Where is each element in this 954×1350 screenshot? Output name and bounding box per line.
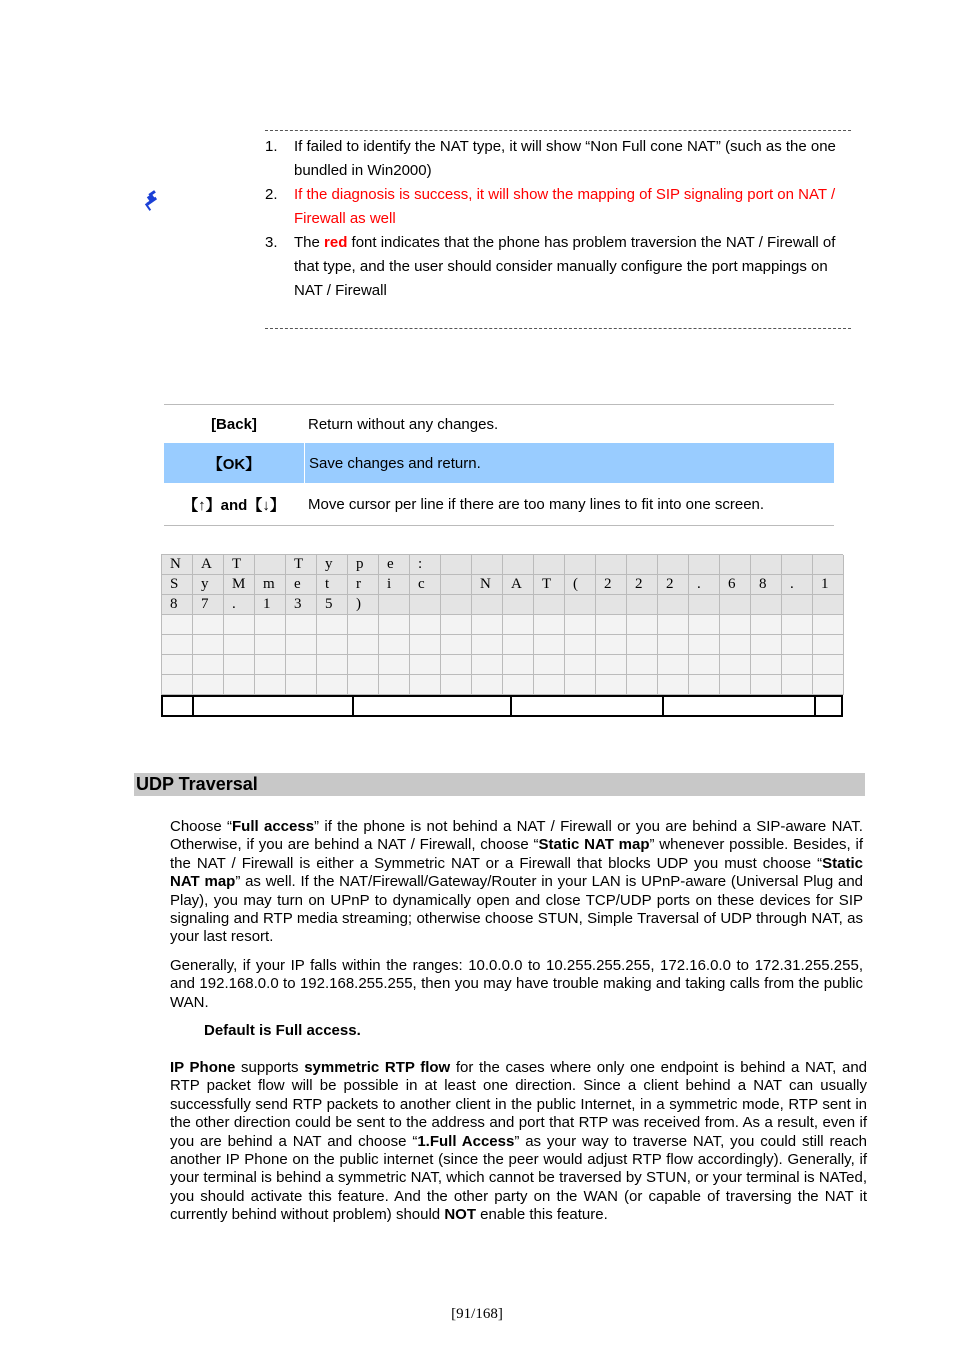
lcd-char-cell: 2 — [658, 575, 689, 595]
lcd-char-cell — [627, 655, 658, 675]
note-text-post: font indicates that the phone has problem traversion the NAT / Firewall of that type, and the user should consider manually configure the port mappings on NAT / Firewall — [294, 234, 836, 299]
lcd-char-cell — [720, 615, 751, 635]
lcd-char-cell — [596, 595, 627, 615]
text-run: ” whenever possible. Besides, if the NAT / Firewall is either a Symmetric NAT or a Firewall that blocks UDP you must choose “ — [170, 836, 863, 872]
paragraph-symmetric-rtp — [170, 1059, 867, 1225]
lcd-char-cell: t — [317, 575, 348, 595]
lcd-char-cell — [565, 555, 596, 575]
lcd-char-cell — [596, 635, 627, 655]
lcd-char-cell — [658, 595, 689, 615]
bold-term: Full access — [232, 818, 315, 835]
lcd-char-cell — [472, 595, 503, 615]
lcd-char-cell: 8 — [751, 575, 782, 595]
lcd-char-cell — [534, 635, 565, 655]
lcd-char-cell — [782, 655, 813, 675]
lcd-char-cell — [472, 675, 503, 695]
lcd-char-cell — [193, 615, 224, 635]
lcd-char-cell — [317, 615, 348, 635]
lcd-char-cell — [503, 655, 534, 675]
lcd-char-cell — [224, 655, 255, 675]
lcd-char-cell — [410, 615, 441, 635]
key-table — [164, 404, 834, 526]
lcd-char-cell — [813, 555, 844, 575]
lcd-char-cell: e — [286, 575, 317, 595]
lcd-char-cell — [441, 575, 472, 595]
lcd-char-cell: ) — [348, 595, 379, 615]
lcd-char-cell: 2 — [627, 575, 658, 595]
paragraph-ip-ranges: Generally, if your IP falls within the ranges: 10.0.0.0 to 10.255.255.255, 172.16.0.0 to 172.31.255.255, and 192.168.0.0 to 192.168.255.255, then you may have trouble making and taking calls from the public WAN. — [170, 957, 863, 1011]
lcd-char-cell — [627, 635, 658, 655]
lcd-char-cell — [472, 615, 503, 635]
lcd-char-cell — [441, 635, 472, 655]
lcd-char-cell — [813, 675, 844, 695]
lcd-char-cell — [441, 595, 472, 615]
lcd-char-cell: 5 — [317, 595, 348, 615]
lcd-char-cell: m — [255, 575, 286, 595]
lcd-char-cell — [627, 595, 658, 615]
lcd-char-cell — [503, 555, 534, 575]
lcd-char-cell — [410, 655, 441, 675]
default-value-note: Default is Full access. — [204, 1022, 361, 1039]
lcd-char-cell: : — [410, 555, 441, 575]
lcd-char-cell: y — [317, 555, 348, 575]
bold-term: Static NAT map — [170, 854, 863, 891]
pushpin-icon — [143, 190, 161, 212]
lcd-char-cell: . — [224, 595, 255, 615]
lcd-char-cell — [317, 635, 348, 655]
lcd-char-cell — [503, 615, 534, 635]
section-heading-bar — [134, 773, 865, 796]
lcd-char-cell: N — [472, 575, 503, 595]
note-list — [265, 135, 855, 303]
lcd-char-cell — [410, 595, 441, 615]
lcd-char-cell: T — [224, 555, 255, 575]
lcd-char-cell — [472, 655, 503, 675]
lcd-char-cell — [162, 655, 193, 675]
text-run: Choose “ — [170, 818, 233, 835]
page-number: [91/168] — [451, 1306, 503, 1322]
bold-term: symmetric RTP flow — [304, 1059, 451, 1076]
note-text-pre: The — [294, 234, 325, 251]
lcd-char-cell — [751, 655, 782, 675]
lcd-char-cell — [348, 615, 379, 635]
text-run: ” if the phone is not behind a NAT / Firewall or you are behind a SIP-aware NAT. Otherwise, if you are behind a NAT / Firewall, choose “ — [170, 818, 863, 854]
note-red-word: red — [324, 234, 348, 251]
lcd-char-cell — [658, 555, 689, 575]
lcd-char-cell: e — [379, 555, 410, 575]
lcd-char-cell — [751, 615, 782, 635]
lcd-char-cell — [534, 595, 565, 615]
lcd-char-cell: i — [379, 575, 410, 595]
note-number: 3. — [265, 234, 278, 251]
text-run: ” as your way to traverse NAT, you could still reach another IP Phone on the public internet (since the peer would adjust RTP flow accordingly). Generally, if your terminal is behind a symmetric NAT, which cannot be traversed by STUN, or your terminal is NATed, you should activate this feature. And the other party on the WAN (or capable of traversing the NAT it currently behind without problem) should — [170, 1132, 867, 1224]
lcd-char-cell: y — [193, 575, 224, 595]
key-row-arrows — [164, 483, 834, 525]
note-text: If the diagnosis is success, it will show the mapping of SIP signaling port on NAT / Firewall as well — [294, 186, 836, 227]
lcd-char-cell — [813, 595, 844, 615]
note-item — [265, 183, 855, 231]
lcd-char-cell — [162, 635, 193, 655]
lcd-char-cell — [689, 635, 720, 655]
lcd-char-cell — [255, 555, 286, 575]
lcd-softkey — [194, 697, 354, 715]
lcd-softkey — [512, 697, 664, 715]
lcd-char-cell — [720, 635, 751, 655]
note-text: If failed to identify the NAT type, it will show “Non Full cone NAT” (such as the one bundled in Win2000) — [294, 138, 836, 179]
text-run: enable this feature. — [476, 1206, 608, 1224]
lcd-char-cell — [286, 655, 317, 675]
lcd-char-cell — [255, 675, 286, 695]
lcd-char-cell — [565, 615, 596, 635]
lcd-char-cell — [317, 675, 348, 695]
lcd-char-cell — [658, 675, 689, 695]
lcd-char-cell — [224, 635, 255, 655]
lcd-char-cell — [565, 635, 596, 655]
lcd-grid — [161, 554, 843, 695]
lcd-char-cell — [286, 615, 317, 635]
key-label: 【↑】and【↓】 — [183, 496, 285, 514]
lcd-char-cell — [379, 615, 410, 635]
lcd-char-cell — [348, 675, 379, 695]
lcd-char-cell — [689, 675, 720, 695]
lcd-char-cell — [813, 655, 844, 675]
lcd-char-cell — [627, 555, 658, 575]
bold-term: IP Phone — [170, 1059, 236, 1076]
lcd-char-cell — [751, 635, 782, 655]
lcd-char-cell — [813, 615, 844, 635]
lcd-char-cell — [379, 675, 410, 695]
lcd-char-cell — [379, 595, 410, 615]
lcd-char-cell — [255, 635, 286, 655]
lcd-char-cell — [596, 655, 627, 675]
note-item — [265, 135, 855, 183]
lcd-char-cell — [410, 635, 441, 655]
lcd-char-cell — [286, 635, 317, 655]
lcd-char-cell — [162, 615, 193, 635]
lcd-char-cell — [565, 595, 596, 615]
lcd-char-cell — [441, 555, 472, 575]
lcd-char-cell — [193, 635, 224, 655]
lcd-char-cell — [534, 675, 565, 695]
lcd-char-cell — [379, 655, 410, 675]
lcd-char-cell — [503, 595, 534, 615]
lcd-char-cell — [720, 655, 751, 675]
lcd-char-cell: p — [348, 555, 379, 575]
lcd-char-cell — [348, 635, 379, 655]
key-label: 【OK】 — [207, 455, 261, 473]
lcd-char-cell — [224, 615, 255, 635]
bold-term: NOT — [444, 1206, 476, 1224]
lcd-char-cell: . — [689, 575, 720, 595]
lcd-char-cell — [534, 655, 565, 675]
note-number: 1. — [265, 138, 278, 155]
lcd-char-cell — [565, 675, 596, 695]
lcd-char-cell: N — [162, 555, 193, 575]
lcd-char-cell — [534, 615, 565, 635]
lcd-char-cell: A — [503, 575, 534, 595]
lcd-char-cell: r — [348, 575, 379, 595]
lcd-char-cell — [782, 595, 813, 615]
lcd-char-cell — [751, 675, 782, 695]
lcd-char-cell: 6 — [720, 575, 751, 595]
bold-term: 1.Full Access — [417, 1132, 515, 1150]
lcd-char-cell — [162, 675, 193, 695]
lcd-char-cell — [689, 595, 720, 615]
lcd-char-cell — [596, 555, 627, 575]
lcd-char-cell: 8 — [162, 595, 193, 615]
lcd-char-cell — [658, 635, 689, 655]
lcd-char-cell — [782, 615, 813, 635]
paragraph-full-access — [170, 818, 863, 947]
lcd-char-cell: c — [410, 575, 441, 595]
text-run: ” as well. If the NAT/Firewall/Gateway/Router in your LAN is UPnP-aware (Universal Plug and Play), you may turn on UPnP to dynamically open and close TCP/UDP ports on these devices for SIP signaling and RTP media streaming; otherwise choose STUN, Simple Traversal of UDP through NAT, as your last resort. — [170, 873, 863, 946]
lcd-char-cell: 2 — [596, 575, 627, 595]
lcd-char-cell — [720, 595, 751, 615]
key-description: Return without any changes. — [308, 415, 499, 433]
lcd-char-cell: . — [782, 575, 813, 595]
lcd-char-cell: S — [162, 575, 193, 595]
lcd-softkey — [816, 697, 841, 715]
lcd-char-cell — [813, 635, 844, 655]
bold-term: Static NAT map — [538, 836, 650, 854]
section-title: UDP Traversal — [136, 774, 258, 794]
lcd-char-cell — [348, 655, 379, 675]
lcd-char-cell — [627, 615, 658, 635]
lcd-char-cell — [441, 655, 472, 675]
key-label: [Back] — [211, 415, 257, 433]
lcd-char-cell — [565, 655, 596, 675]
lcd-char-cell — [503, 675, 534, 695]
key-row-back — [164, 405, 834, 443]
lcd-char-cell — [689, 555, 720, 575]
lcd-screen — [161, 554, 843, 717]
lcd-char-cell — [441, 615, 472, 635]
lcd-char-cell — [782, 555, 813, 575]
lcd-char-cell — [224, 675, 255, 695]
lcd-softkey-bar — [161, 695, 843, 717]
lcd-char-cell: M — [224, 575, 255, 595]
lcd-char-cell: 1 — [255, 595, 286, 615]
lcd-char-cell — [379, 635, 410, 655]
lcd-softkey — [664, 697, 816, 715]
lcd-char-cell — [658, 655, 689, 675]
lcd-char-cell: A — [193, 555, 224, 575]
key-row-ok — [164, 443, 834, 483]
lcd-char-cell — [472, 555, 503, 575]
lcd-char-cell — [689, 655, 720, 675]
note-item — [265, 231, 855, 303]
lcd-char-cell — [596, 675, 627, 695]
lcd-char-cell — [534, 555, 565, 575]
lcd-char-cell — [441, 675, 472, 695]
lcd-softkey — [163, 697, 194, 715]
lcd-char-cell — [658, 615, 689, 635]
lcd-char-cell — [596, 615, 627, 635]
lcd-char-cell — [193, 655, 224, 675]
key-description: Save changes and return. — [304, 443, 834, 483]
lcd-softkey — [354, 697, 512, 715]
note-top-rule — [265, 130, 851, 131]
lcd-char-cell — [689, 615, 720, 635]
lcd-char-cell — [472, 635, 503, 655]
note-bottom-rule — [265, 328, 851, 329]
lcd-char-cell — [410, 675, 441, 695]
lcd-char-cell: 3 — [286, 595, 317, 615]
lcd-char-cell — [193, 675, 224, 695]
key-description: Move cursor per line if there are too many lines to fit into one screen. — [308, 495, 765, 513]
lcd-char-cell — [255, 655, 286, 675]
lcd-char-cell: T — [286, 555, 317, 575]
lcd-char-cell — [627, 675, 658, 695]
lcd-char-cell — [255, 615, 286, 635]
lcd-char-cell — [503, 635, 534, 655]
note-number: 2. — [265, 186, 278, 203]
lcd-char-cell — [751, 595, 782, 615]
lcd-char-cell — [720, 555, 751, 575]
lcd-char-cell: 1 — [813, 575, 844, 595]
lcd-char-cell — [720, 675, 751, 695]
lcd-char-cell — [782, 675, 813, 695]
lcd-char-cell: 7 — [193, 595, 224, 615]
lcd-char-cell: T — [534, 575, 565, 595]
text-run: supports — [235, 1059, 305, 1076]
text-run: for the cases where only one endpoint is behind a NAT, and RTP packet flow will be possible in at least one direction. Since a client behind a NAT can usually successfully send RTP packets to another client in the public Internet, in a symmetric mode, RTP sent in the other direction could be sent to the address and port that RTP was received from. As a result, even if you are behind a NAT and choose “ — [170, 1059, 867, 1150]
lcd-char-cell: ( — [565, 575, 596, 595]
lcd-char-cell — [286, 675, 317, 695]
lcd-char-cell — [782, 635, 813, 655]
lcd-char-cell — [751, 555, 782, 575]
lcd-char-cell — [317, 655, 348, 675]
